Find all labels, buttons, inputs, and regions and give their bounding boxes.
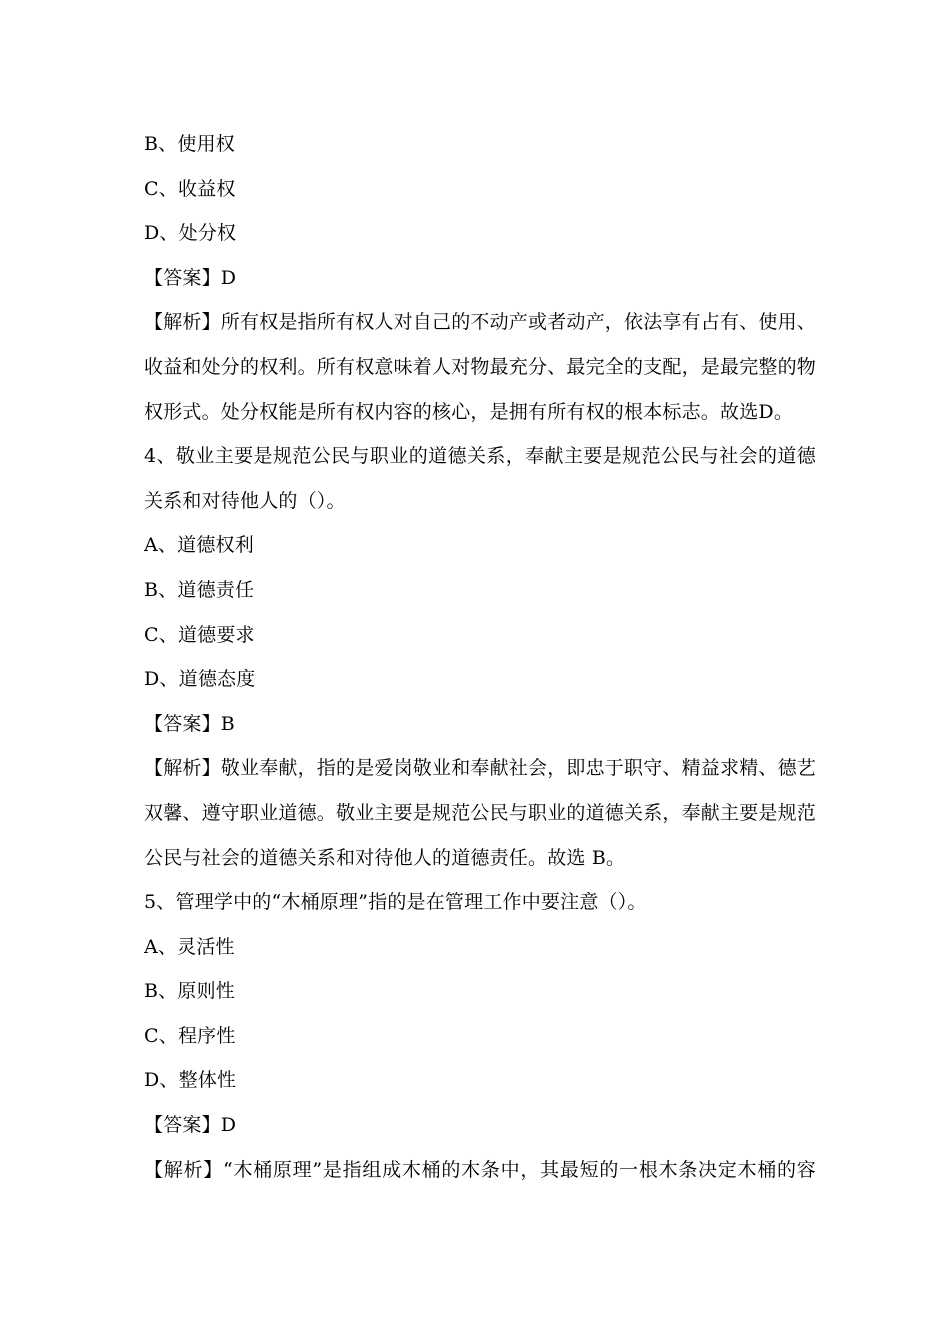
question-5-option-b: B、原则性 xyxy=(144,980,235,1003)
question-5-option-c: C、程序性 xyxy=(144,1024,236,1047)
answer-3: 【答案】D xyxy=(144,266,237,289)
question-4-line-1: 4、敬业主要是规范公民与职业的道德关系，奉献主要是规范公民与社会的道德 xyxy=(144,445,816,468)
answer-4: 【答案】B xyxy=(144,712,235,735)
analysis-4-line-1: 【解析】敬业奉献，指的是爱岗敬业和奉献社会，即忠于职守、精益求精、德艺 xyxy=(144,757,816,780)
analysis-4-line-2: 双馨、遵守职业道德。敬业主要是规范公民与职业的道德关系，奉献主要是规范 xyxy=(144,801,816,824)
answer-5: 【答案】D xyxy=(144,1114,237,1137)
question-4-option-d: D、道德态度 xyxy=(144,668,256,691)
option-b-use-right: B、使用权 xyxy=(144,133,235,155)
question-4-option-b: B、道德责任 xyxy=(144,578,255,601)
question-5-option-d: D、整体性 xyxy=(144,1069,237,1092)
analysis-3-line-2: 收益和处分的权利。所有权意味着人对物最充分、最完全的支配，是最完整的物 xyxy=(144,355,816,378)
question-4-option-c: C、道德要求 xyxy=(144,623,255,646)
option-d-disposal-right: D、处分权 xyxy=(144,222,237,245)
question-5-option-a: A、灵活性 xyxy=(144,935,235,958)
question-4-line-2: 关系和对待他人的（）。 xyxy=(144,489,346,512)
analysis-3-line-3: 权形式。处分权能是所有权内容的核心，是拥有所有权的根本标志。故选D。 xyxy=(144,400,794,423)
analysis-3-line-1: 【解析】所有权是指所有权人对自己的不动产或者动产，依法享有占有、使用、 xyxy=(144,311,816,334)
question-4-option-a: A、道德权利 xyxy=(144,534,254,557)
document-body xyxy=(144,122,816,1192)
option-c-income-right: C、收益权 xyxy=(144,177,236,200)
analysis-5-line-1: 【解析】“木桶原理”是指组成木桶的木条中，其最短的一根木条决定木桶的容 xyxy=(144,1158,816,1181)
question-5: 5、管理学中的“木桶原理”指的是在管理工作中要注意（）。 xyxy=(144,891,647,914)
analysis-4-line-3: 公民与社会的道德关系和对待他人的道德责任。故选 B。 xyxy=(144,846,626,869)
